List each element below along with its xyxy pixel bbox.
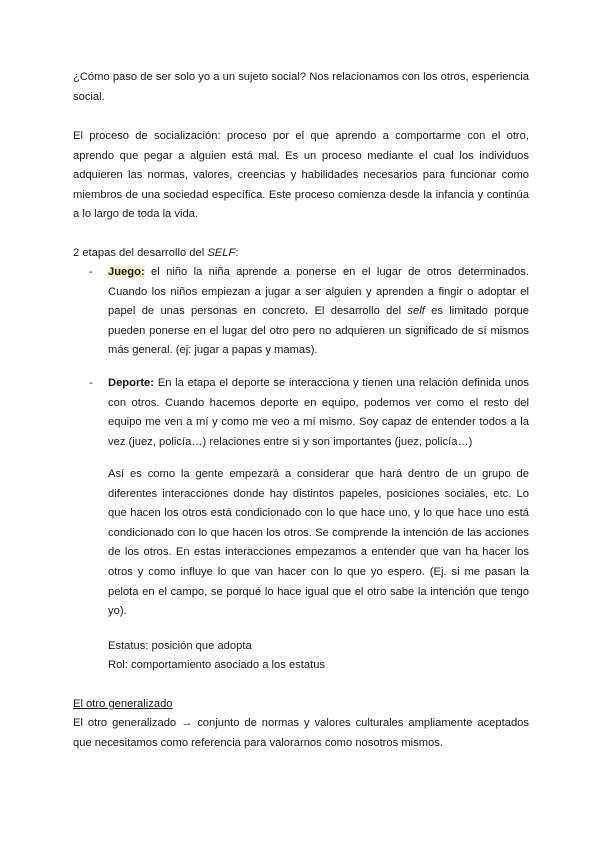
- estatus-definition: Estatus: posición que adopta: [108, 640, 252, 652]
- rol-definition: Rol: comportamiento asociado a los estatus: [108, 659, 326, 671]
- stages-heading: 2 etapas del desarrollo del SELF:: [73, 247, 239, 259]
- self-term: self: [407, 305, 425, 318]
- list-item-deporte: - Deporte: En la etapa el deporte se interacciona y tienen una relación definida unos con otros. Cuando hacemos deporte en equipo, podemos ver como el resto del equipo me ven a mí y como me veo a mí mismo. Soy capaz de entender todos a la vez (juez, policía…) relaciones entre si y son importantes (juez, policía…): [73, 374, 529, 452]
- list-item-juego: - Juego: el niño la niña aprende a ponerse en el lugar de otros determinados. Cuando los niños empiezan a jugar a ser alguien y aprenden a fingir o adoptar el papel de unas personas en concreto. El desarrollo del self es limitado porque pueden ponerse en el lugar del otro pero no adquieren un significado de sí mismos más general. (ej: jugar a papas y mamas).: [73, 263, 529, 361]
- intro-paragraph: ¿Cómo paso de ser solo yo a un sujeto social? Nos relacionamos con los otros, esperiencia social.: [73, 71, 529, 103]
- self-term: SELF: [207, 247, 236, 259]
- socialization-paragraph: El proceso de socialización: proceso por el que aprendo a comportarme con el otro, aprendo que pegar a alguien está mal. Es un proceso mediante el cual los individuos adquieren las normas, valores, creencias y habilidades necesarios para funcionar como miembros de una sociedad específica. Este proceso comienza desde la infancia y continúa a lo largo de toda la vida.: [73, 130, 529, 221]
- deporte-paragraph: Así es como la gente empezará a considerar que hará dentro de un grupo de diferentes interacciones donde hay distintos papeles, posiciones sociales, etc. Lo que hacen los otros está condicionado con lo que hace uno, y lo que hace uno está condicionado con lo que hacen los otros. Se comprende la intención de las acciones de los otros. En estas interacciones empezamos a entender que van ha hacer los otros y como influye lo que van hacer con lo que yo espero. (Ej. si me pasan la pelota en el campo, se porqué lo hace igual que el otro sabe la intención que tengo yo).: [108, 468, 529, 618]
- term-deporte: Deporte:: [108, 377, 154, 389]
- bullet-marker: -: [89, 266, 93, 278]
- generalized-heading: El otro generalizado: [73, 698, 173, 710]
- generalized-paragraph: El otro generalizado → conjunto de normas y valores culturales ampliamente aceptados que necesitamos como referencia para valorarnos como nosotros mismos.: [73, 717, 529, 749]
- term-juego: Juego:: [108, 266, 145, 278]
- bullet-marker: -: [89, 377, 93, 389]
